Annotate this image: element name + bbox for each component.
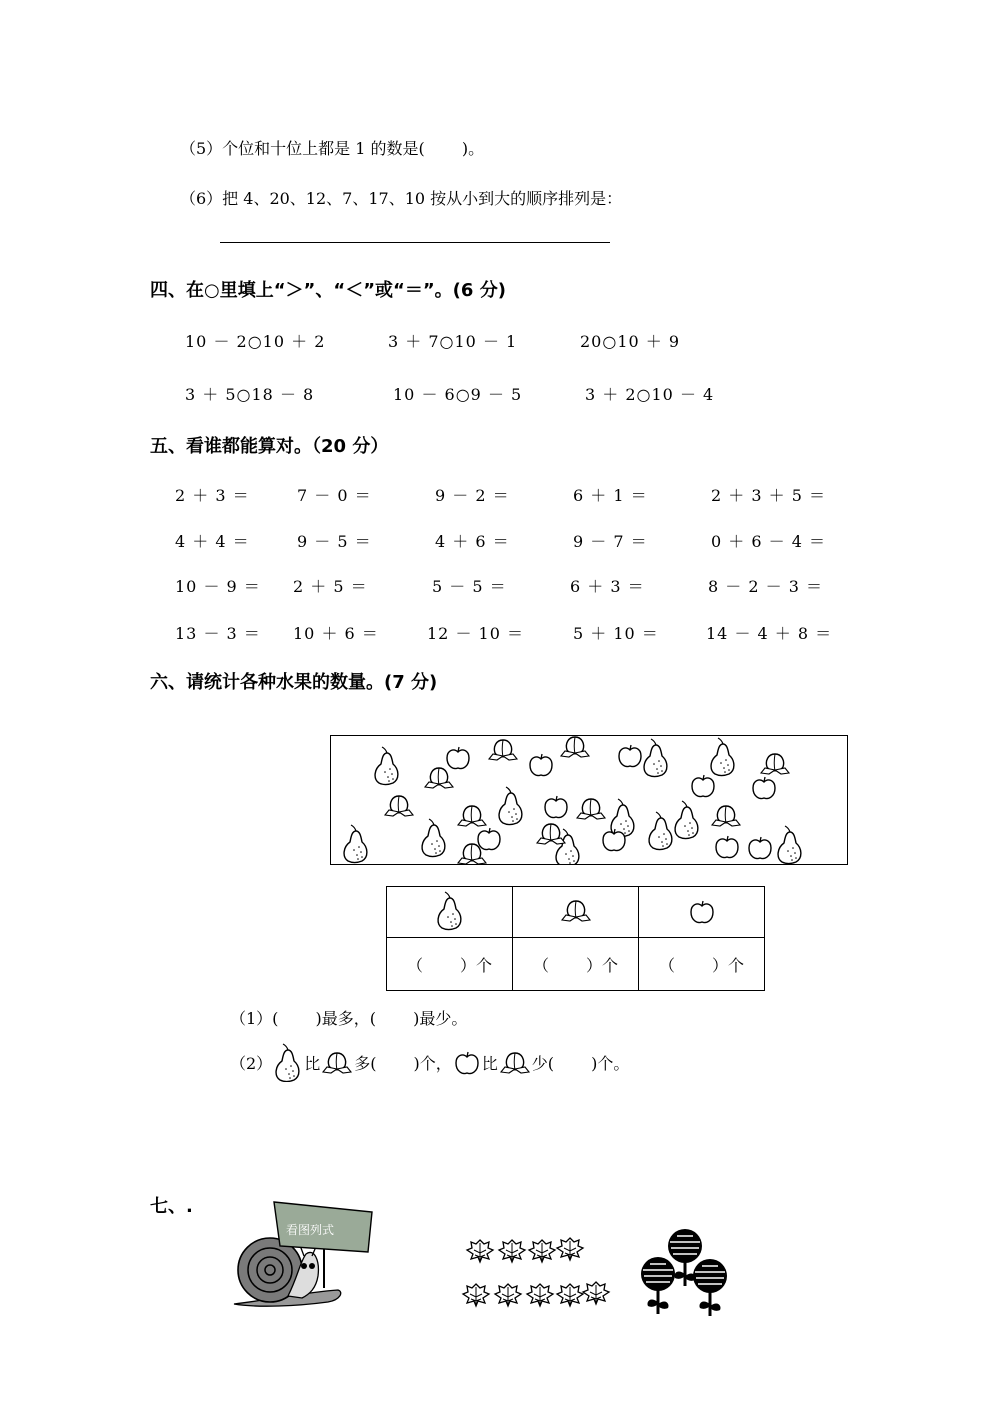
flower-group bbox=[630, 1222, 750, 1322]
calc-item[interactable]: 0 ＋ 6 － 4 ＝ bbox=[711, 532, 826, 551]
calc-item[interactable]: 4 ＋ 6 ＝ bbox=[435, 532, 510, 551]
question-5: （5）个位和十位上都是 1 的数是( )。 bbox=[180, 139, 485, 158]
apple-icon bbox=[452, 1047, 482, 1077]
q2-more-blank[interactable]: 多( )个， bbox=[354, 1053, 452, 1073]
q2-compare-word: 比 bbox=[304, 1053, 321, 1073]
sub-question-2[interactable] bbox=[230, 1042, 629, 1082]
fruit-picture bbox=[331, 736, 847, 864]
q2-compare-word: 比 bbox=[481, 1053, 498, 1073]
calc-item[interactable]: 10 ＋ 6 ＝ bbox=[293, 624, 379, 643]
section-7-title: 七、. bbox=[150, 1196, 193, 1217]
fruit-count-table bbox=[386, 886, 765, 991]
peach-icon bbox=[556, 893, 596, 927]
calc-item[interactable]: 2 ＋ 3 ＋ 5 ＝ bbox=[711, 486, 826, 505]
calc-item[interactable]: 13 － 3 ＝ bbox=[175, 624, 261, 643]
calc-item[interactable]: 2 ＋ 3 ＝ bbox=[175, 486, 250, 505]
calc-item[interactable]: 9 － 2 ＝ bbox=[435, 486, 510, 505]
calc-item[interactable]: 5 ＋ 10 ＝ bbox=[573, 624, 659, 643]
calc-item[interactable]: 9 － 7 ＝ bbox=[573, 532, 648, 551]
pear-header bbox=[387, 887, 513, 938]
section-6-title: 六、请统计各种水果的数量。(7 分) bbox=[150, 672, 438, 693]
pear-icon bbox=[272, 1042, 304, 1082]
section-5-title: 五、看谁都能算对。（20 分） bbox=[150, 436, 389, 457]
leaf-group bbox=[458, 1226, 618, 1322]
peach-header bbox=[513, 887, 639, 938]
q2-label: （2） bbox=[230, 1053, 273, 1073]
compare-item[interactable]: 3 ＋ 7○10 － 1 bbox=[388, 332, 518, 351]
answer-line[interactable] bbox=[220, 242, 610, 243]
calc-item[interactable]: 5 － 5 ＝ bbox=[432, 577, 507, 596]
compare-item[interactable]: 20○10 ＋ 9 bbox=[580, 332, 681, 351]
section-4-title: 四、在○里填上“＞”、“＜”或“＝”。(6 分) bbox=[150, 280, 506, 301]
calc-item[interactable]: 7 － 0 ＝ bbox=[297, 486, 372, 505]
sign-text: 看图列式 bbox=[286, 1223, 335, 1237]
question-6: （6）把 4、20、12、7、17、10 按从小到大的顺序排列是： bbox=[180, 189, 623, 208]
calc-item[interactable]: 6 ＋ 3 ＝ bbox=[570, 577, 645, 596]
compare-item[interactable]: 3 ＋ 2○10 － 4 bbox=[585, 385, 715, 404]
compare-item[interactable]: 10 － 2○10 ＋ 2 bbox=[185, 332, 326, 351]
calc-item[interactable]: 4 ＋ 4 ＝ bbox=[175, 532, 250, 551]
calc-item[interactable]: 14 － 4 ＋ 8 ＝ bbox=[706, 624, 833, 643]
apple-icon bbox=[682, 893, 722, 927]
fruit-box bbox=[330, 735, 848, 865]
peach-icon bbox=[320, 1047, 354, 1077]
compare-item[interactable]: 3 ＋ 5○18 － 8 bbox=[185, 385, 315, 404]
calc-item[interactable]: 2 ＋ 5 ＝ bbox=[293, 577, 368, 596]
apple-count-cell[interactable]: （ ）个 bbox=[639, 938, 765, 991]
pear-icon bbox=[430, 888, 470, 932]
calc-item[interactable]: 6 ＋ 1 ＝ bbox=[573, 486, 648, 505]
snail-illustration bbox=[228, 1196, 388, 1314]
compare-item[interactable]: 10 － 6○9 － 5 bbox=[393, 385, 523, 404]
apple-header bbox=[639, 887, 765, 938]
q2-less-blank[interactable]: 少( )个。 bbox=[531, 1053, 630, 1073]
peach-count-cell[interactable]: （ ）个 bbox=[513, 938, 639, 991]
pear-count-cell[interactable]: （ ）个 bbox=[387, 938, 513, 991]
calc-item[interactable]: 8 － 2 － 3 ＝ bbox=[708, 577, 823, 596]
calc-item[interactable]: 10 － 9 ＝ bbox=[175, 577, 261, 596]
calc-item[interactable]: 9 － 5 ＝ bbox=[297, 532, 372, 551]
calc-item[interactable]: 12 － 10 ＝ bbox=[427, 624, 524, 643]
peach-icon bbox=[498, 1047, 532, 1077]
sub-question-1[interactable]: （1）( )最多，( )最少。 bbox=[230, 1009, 468, 1028]
